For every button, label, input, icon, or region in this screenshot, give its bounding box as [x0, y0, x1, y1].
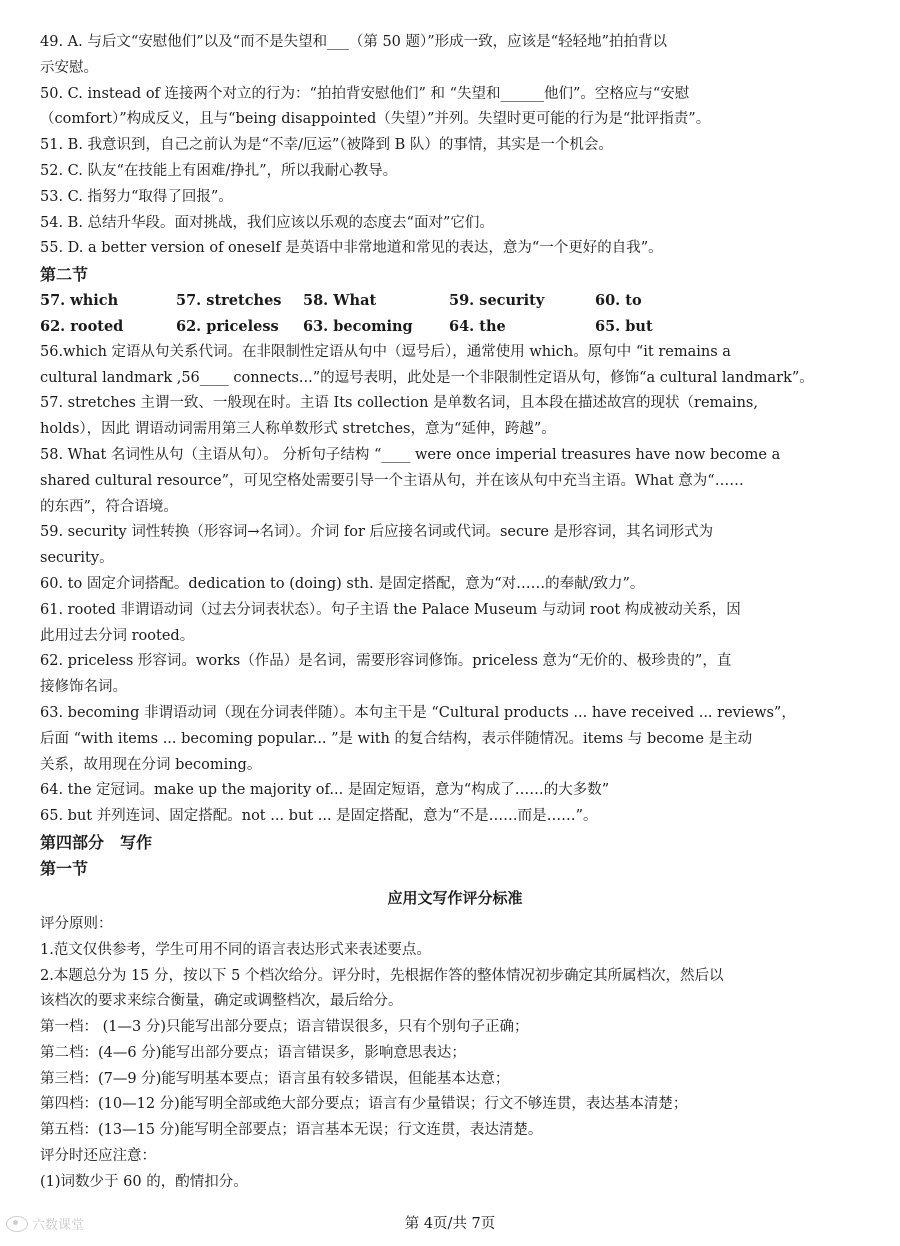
answer-key-item: 63. becoming: [303, 317, 413, 335]
answer-key-row-1: [40, 288, 870, 314]
text-line: 示安慰。: [40, 59, 98, 76]
text-line: 52. C. 队友“在技能上有困难/挣扎”，所以我耐心教导。: [40, 162, 398, 179]
answer-key-row-2: [40, 314, 870, 340]
text-line: 56.which 定语从句关系代词。在非限制性定语从句中（逗号后），通常使用 which。原句中 “it remains a: [40, 343, 731, 360]
answer-key-item: 57. stretches: [176, 292, 282, 310]
text-line: 49. A. 与后文“安慰他们”以及“而不是失望和___（第 50 题）”形成一致，应该是“轻轻地”拍拍背以: [40, 34, 668, 50]
text-line: holds），因此 谓语动词需用第三人称单数形式 stretches，意为“延伸，跨越”。: [40, 421, 556, 438]
text-line: 第四档：(10—12 分)能写明全部或绝大部分要点；语言有少量错误；行文不够连贯，表达基本清楚；: [40, 1096, 688, 1113]
answer-key-item: 60. to: [595, 292, 642, 310]
text-line: cultural landmark ,56____ connects...”的逗号表明，此处是一个非限制性定语从句，修饰“a cultural landmark”。: [40, 369, 814, 386]
answers-49-55: [40, 30, 870, 262]
text-line: 59. security 词性转换（形容词→名词）。介词 for 后应接名词或代词。secure 是形容词，其名词形式为: [40, 524, 714, 541]
answer-key-item: 62. priceless: [176, 317, 279, 335]
text-line: shared cultural resource”，可见空格处需要引导一个主语从句，并在该从句中充当主语。What 意为“……: [40, 472, 744, 489]
answer-key-item: 64. the: [449, 317, 506, 335]
text-line: 61. rooted 非谓语动词（过去分词表状态）。句子主语 the Palace Museum 与动词 root 构成被动关系，因: [40, 601, 741, 618]
text-line: 第五档：(13—15 分)能写明全部要点；语言基本无误；行文连贯，表达清楚。: [40, 1122, 543, 1139]
text-line: 58. What 名词性从句（主语从句）。 分析句子结构 “____ were once imperial treasures have now become a: [40, 446, 781, 463]
text-line: 62. priceless 形容词。works（作品）是名词，需要形容词修饰。priceless 意为“无价的、极珍贵的”，直: [40, 653, 732, 670]
answer-key-item: 57. which: [40, 292, 119, 310]
page-number-footer: 第 4页/共 7页: [404, 1216, 496, 1232]
part-4-heading: 第四部分 写作: [40, 832, 153, 852]
text-line: 评分时还应注意：: [40, 1148, 156, 1165]
answer-key-item: 59. security: [449, 292, 545, 310]
text-line: 第三档：(7—9 分)能写明基本要点；语言虽有较多错误，但能基本达意；: [40, 1070, 510, 1087]
text-line: 63. becoming 非谓语动词（现在分词表伴随）。本句主干是 “Cultural products ... have received ... reviews”，: [40, 704, 796, 721]
rubric-title: 应用文写作评分标准: [387, 888, 523, 907]
text-line: （comfort）”构成反义，且与“being disappointed（失望）”并列。失望时更可能的行为是“批评指责”。: [40, 111, 711, 128]
explanations-56-65: [40, 340, 870, 830]
text-line: 2.本题总分为 15 分，按以下 5 个档次给分。评分时，先根据作答的整体情况初步确定其所属档次，然后以: [40, 967, 724, 984]
text-line: 接修饰名词。: [40, 679, 127, 696]
answer-key-item: 65. but: [595, 317, 653, 335]
section-2-heading: 第二节: [40, 265, 89, 285]
rubric-body: [40, 912, 870, 1196]
watermark-text: 六数课堂: [32, 1218, 85, 1233]
answer-key-item: 62. rooted: [40, 317, 124, 335]
text-line: 50. C. instead of 连接两个对立的行为：“拍拍背安慰他们” 和 “失望和______他们”。空格应与“安慰: [40, 85, 690, 102]
text-line: (1)词数少于 60 的，酌情扣分。: [40, 1173, 248, 1190]
text-line: security。: [40, 550, 114, 567]
text-line: 第一档： (1—3 分)只能写出部分要点；语言错误很多，只有个别句子正确；: [40, 1019, 529, 1036]
text-line: 该档次的要求来综合衡量，确定或调整档次，最后给分。: [40, 993, 403, 1010]
text-line: 1.范文仅供参考，学生可用不同的语言表达形式来表述要点。: [40, 941, 431, 958]
section-1-heading: 第一节: [40, 858, 89, 878]
text-line: 后面 “with items ... becoming popular... ”是 with 的复合结构，表示伴随情况。items 与 become 是主动: [40, 730, 753, 747]
text-line: 的东西”，符合语境。: [40, 498, 178, 515]
text-line: 第二档：(4—6 分)能写出部分要点；语言错误多，影响意思表达；: [40, 1044, 466, 1061]
document-page: [40, 30, 870, 1196]
text-line: 54. B. 总结升华段。面对挑战，我们应该以乐观的态度去“面对”它们。: [40, 214, 494, 231]
text-line: 此用过去分词 rooted。: [40, 627, 195, 644]
text-line: 评分原则：: [40, 915, 113, 932]
text-line: 53. C. 指努力“取得了回报”。: [40, 188, 233, 205]
text-line: 关系，故用现在分词 becoming。: [40, 756, 262, 773]
text-line: 64. the 定冠词。make up the majority of... 是固定短语，意为“构成了……的大多数”: [40, 782, 610, 799]
text-line: 60. to 固定介词搭配。dedication to (doing) sth. 是固定搭配，意为“对……的奉献/致力”。: [40, 575, 645, 592]
text-line: 65. but 并列连词、固定搭配。not ... but ... 是固定搭配，意为“不是……而是……”。: [40, 808, 598, 825]
text-line: 57. stretches 主谓一致、一般现在时。主语 Its collection 是单数名词，且本段在描述故宫的现状（remains,: [40, 395, 758, 412]
text-line: 55. D. a better version of oneself 是英语中非常地道和常见的表达，意为“一个更好的自我”。: [40, 240, 663, 257]
answer-key-item: 58. What: [303, 292, 377, 310]
text-line: 51. B. 我意识到，自己之前认为是“不幸/厄运”（被降到 B 队）的事情，其实是一个机会。: [40, 137, 613, 154]
